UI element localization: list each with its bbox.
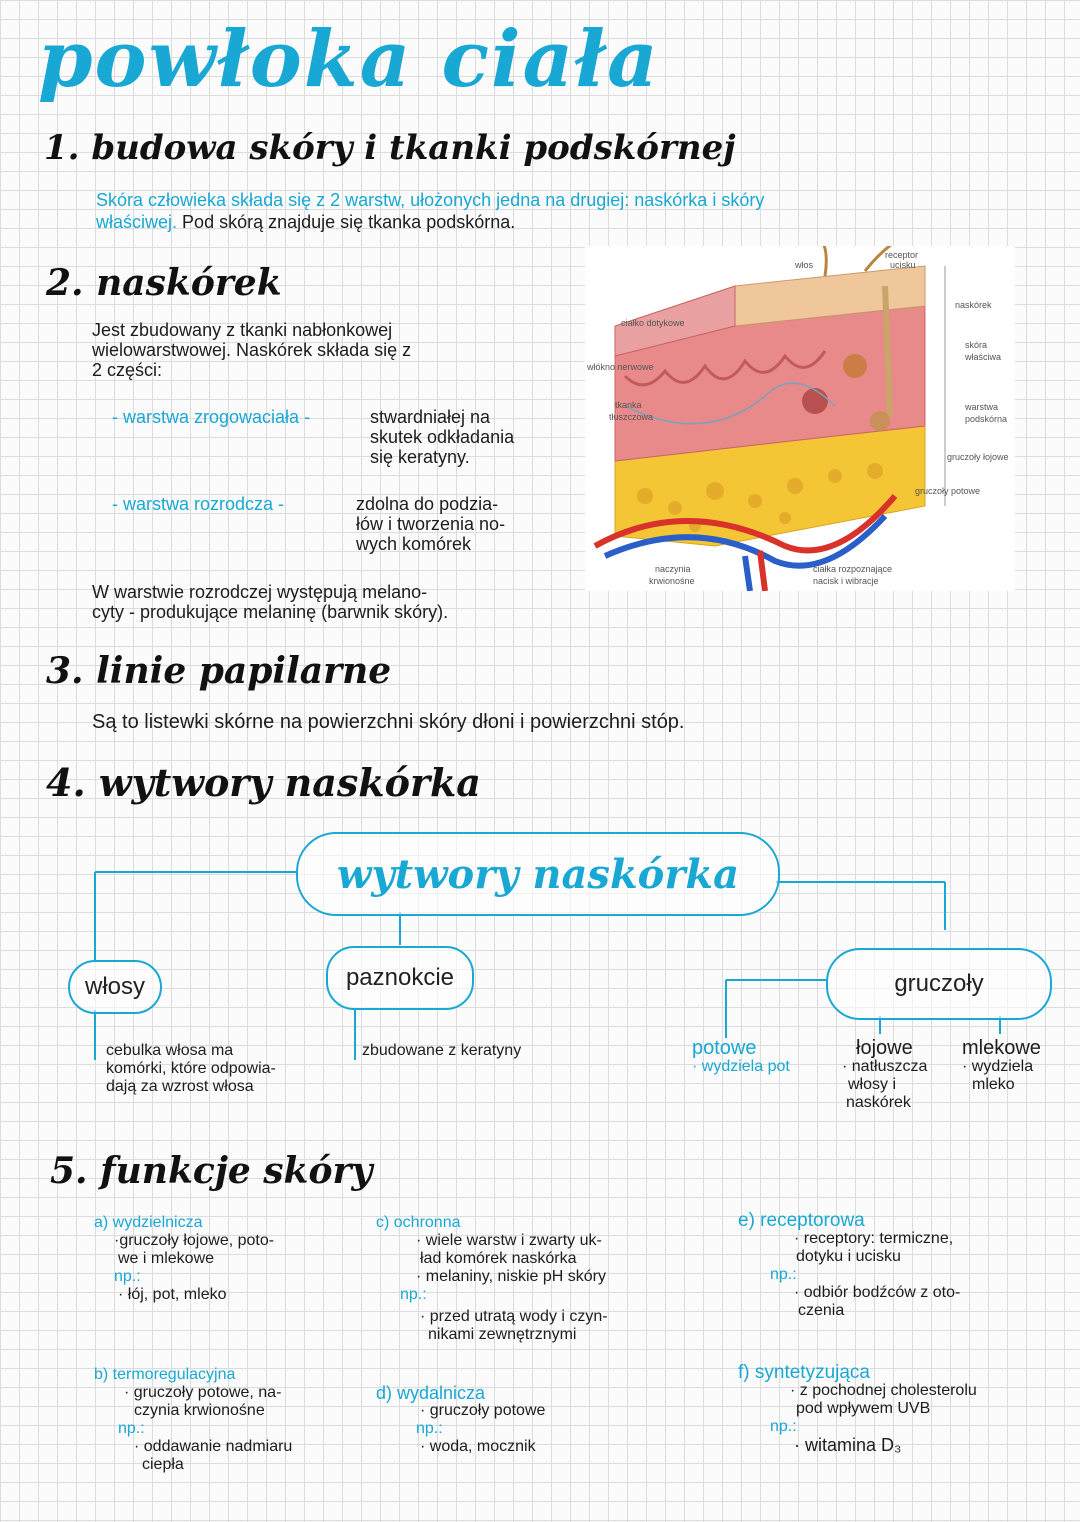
function-a-line: we i mlekowe xyxy=(118,1250,215,1267)
label-touch-body: ciałko dotykowe xyxy=(621,318,685,328)
function-d-example: · woda, mocznik xyxy=(420,1438,536,1455)
function-e-line: dotyku i ucisku xyxy=(796,1248,901,1265)
skin-diagram-svg xyxy=(585,246,1015,591)
section-3-text: Są to listewki skórne na powierzchni skóry dłoni i powierzchni stóp. xyxy=(92,711,685,733)
function-e-example: czenia xyxy=(798,1302,845,1319)
label-vessels-2: krwionośne xyxy=(649,576,695,586)
sebaceous-desc-line: naskórek xyxy=(846,1094,911,1111)
milk-desc-line: · wydziela xyxy=(962,1058,1034,1075)
function-a-title: a) wydzielnicza xyxy=(94,1214,203,1231)
function-b-example: · oddawanie nadmiaru xyxy=(134,1438,293,1455)
function-e-example: · odbiór bodźców z oto- xyxy=(794,1284,961,1301)
sweat-gland-item xyxy=(692,1038,790,1076)
label-subcutis-1: warstwa xyxy=(965,402,999,412)
function-b-np: np.: xyxy=(118,1420,145,1437)
vein-down xyxy=(745,556,750,591)
layer2-desc-line: łów i tworzenia no- xyxy=(356,514,506,534)
function-f-line: pod wpływem UVB xyxy=(796,1400,931,1417)
label-touch-receptor-1: receptor xyxy=(885,250,919,260)
label-epidermis: naskórek xyxy=(955,300,992,310)
glands-node-label: gruczoły xyxy=(894,970,984,997)
function-e-line: · receptory: termiczne, xyxy=(794,1230,954,1247)
label-nerve-fiber: włókno nerwowe xyxy=(587,362,654,372)
mindmap-glands-node xyxy=(826,948,1052,1020)
intro-line: Jest zbudowany z tkanki nabłonkowej xyxy=(92,320,393,340)
milk-gland-item xyxy=(962,1038,1041,1094)
label-subcutis-2: podskórna xyxy=(965,414,1008,424)
hair-shaft xyxy=(815,246,826,276)
mindmap-nails-node xyxy=(326,946,474,1010)
label-fat-2: tłuszczowa xyxy=(609,412,654,422)
function-c-line: ład komórek naskórka xyxy=(420,1250,577,1267)
function-c-example: nikami zewnętrznymi xyxy=(428,1326,577,1343)
function-c-np: np.: xyxy=(400,1286,427,1303)
skin-diagram xyxy=(585,246,1015,591)
function-a-np: np.: xyxy=(114,1268,141,1285)
milk-desc-line: mleko xyxy=(972,1076,1015,1093)
mindmap-center-label: wytwory naskórka xyxy=(336,850,740,898)
function-b-line: · gruczoły potowe, na- xyxy=(124,1384,282,1401)
hair-desc-line: dają za wzrost włosa xyxy=(106,1078,254,1095)
mindmap-hair-node xyxy=(68,960,162,1014)
section-1-text-line2a: właściwej. xyxy=(96,212,178,232)
section-4-heading: 4. wytwory naskórka xyxy=(46,760,481,805)
function-b xyxy=(94,1366,354,1474)
melanin-line: cyty - produkujące melaninę (barwnik skóry). xyxy=(92,602,449,622)
label-sebaceous: gruczoły łojowe xyxy=(947,452,1009,462)
function-f-title: f) syntetyzująca xyxy=(738,1362,870,1383)
function-c-line: · wiele warstw i zwarty uk- xyxy=(416,1232,602,1249)
intro-line: 2 części: xyxy=(92,360,163,380)
page-title: powłoka ciała xyxy=(38,14,660,105)
section-3-heading: 3. linie papilarne xyxy=(46,650,392,692)
hair-desc xyxy=(106,1042,346,1096)
nails-desc: zbudowane z keratyny xyxy=(362,1042,522,1059)
layer2-desc xyxy=(356,494,576,554)
melanin-line: W warstwie rozrodczej występują melano- xyxy=(92,582,428,602)
layer2-desc-line: wych komórek xyxy=(356,534,472,554)
function-c-title: c) ochronna xyxy=(376,1214,461,1231)
label-hair: włos xyxy=(795,260,814,270)
function-b-line: czynia krwionośne xyxy=(134,1402,265,1419)
function-c-line: · melaniny, niskie pH skóry xyxy=(416,1268,606,1285)
function-d-title: d) wydalnicza xyxy=(376,1383,486,1403)
sebaceous-gland xyxy=(843,354,867,378)
label-pressure-2: nacisk i wibracje xyxy=(813,576,879,586)
layer1-name: - warstwa zrogowaciała - xyxy=(112,407,311,427)
section-1-heading: 1. budowa skóry i tkanki podskórnej xyxy=(44,128,736,168)
function-a-example: · łój, pot, mleko xyxy=(118,1286,227,1303)
sweat-gland-desc: · wydziela pot xyxy=(692,1058,790,1075)
sebaceous-desc-line: · natłuszcza xyxy=(842,1058,928,1075)
function-d-line: · gruczoły potowe xyxy=(420,1402,546,1419)
function-d xyxy=(376,1384,676,1456)
function-f xyxy=(738,1364,1068,1454)
milk-gland-name: mlekowe xyxy=(962,1037,1041,1059)
label-pressure-1: ciałka rozpoznające xyxy=(813,564,893,574)
layer1-desc-line: skutek odkładania xyxy=(370,427,515,447)
section-2-intro xyxy=(92,320,572,380)
function-c xyxy=(376,1214,696,1344)
sebaceous-gland-name: łojowe xyxy=(856,1037,913,1059)
function-f-example: · witamina D₃ xyxy=(794,1435,902,1455)
melanin-note xyxy=(92,582,592,622)
function-f-line: · z pochodnej cholesterolu xyxy=(790,1382,977,1399)
hair-desc-line: cebulka włosa ma xyxy=(106,1042,234,1059)
layer1-desc-line: się keratyny. xyxy=(370,447,470,467)
label-fat-1: tkanka xyxy=(615,400,642,410)
sweat-gland xyxy=(802,388,828,414)
hair-bulb xyxy=(870,411,890,431)
mindmap-center xyxy=(296,832,780,916)
label-touch-receptor-2: ucisku xyxy=(890,260,916,270)
section-1-text-line2 xyxy=(96,212,1066,232)
function-e-np: np.: xyxy=(770,1266,797,1283)
section-5-heading: 5. funkcje skóry xyxy=(50,1150,373,1192)
function-f-np: np.: xyxy=(770,1418,797,1435)
hair-desc-line: komórki, które odpowia- xyxy=(106,1060,276,1077)
function-c-example: · przed utratą wody i czyn- xyxy=(420,1308,608,1325)
label-dermis-1: skóra xyxy=(965,340,988,350)
layer1-desc xyxy=(370,407,580,467)
function-d-np: np.: xyxy=(416,1420,443,1437)
section-1-text-line1: Skóra człowieka składa się z 2 warstw, ułożonych jedna na drugiej: naskórka i skóry xyxy=(96,190,765,210)
function-b-title: b) termoregulacyjna xyxy=(94,1366,236,1383)
section-1-text-line2b: Pod skórą znajduje się tkanka podskórna. xyxy=(182,212,516,232)
layer1-desc-line: stwardniałej na xyxy=(370,407,491,427)
function-e-title: e) receptorowa xyxy=(738,1210,865,1231)
sebaceous-desc-line: włosy i xyxy=(848,1076,897,1093)
nails-node-label: paznokcie xyxy=(345,964,455,991)
function-a-line: ·gruczoły łojowe, poto- xyxy=(114,1232,275,1249)
sebaceous-gland-item xyxy=(842,1038,927,1112)
label-vessels-1: naczynia xyxy=(655,564,691,574)
label-sweat: gruczoły potowe xyxy=(915,486,981,496)
function-e xyxy=(738,1212,1058,1320)
layer2-desc-line: zdolna do podzia- xyxy=(356,494,499,514)
hair-node-label: włosy xyxy=(84,973,145,1000)
section-2-heading: 2. naskórek xyxy=(46,262,282,304)
label-dermis-2: właściwa xyxy=(965,352,1002,362)
sweat-gland-name: potowe xyxy=(692,1037,757,1059)
layer2-name: - warstwa rozrodcza - xyxy=(112,494,285,514)
function-b-example: ciepła xyxy=(142,1456,184,1473)
intro-line: wielowarstwowej. Naskórek składa się z xyxy=(92,340,412,360)
function-a xyxy=(94,1214,354,1304)
